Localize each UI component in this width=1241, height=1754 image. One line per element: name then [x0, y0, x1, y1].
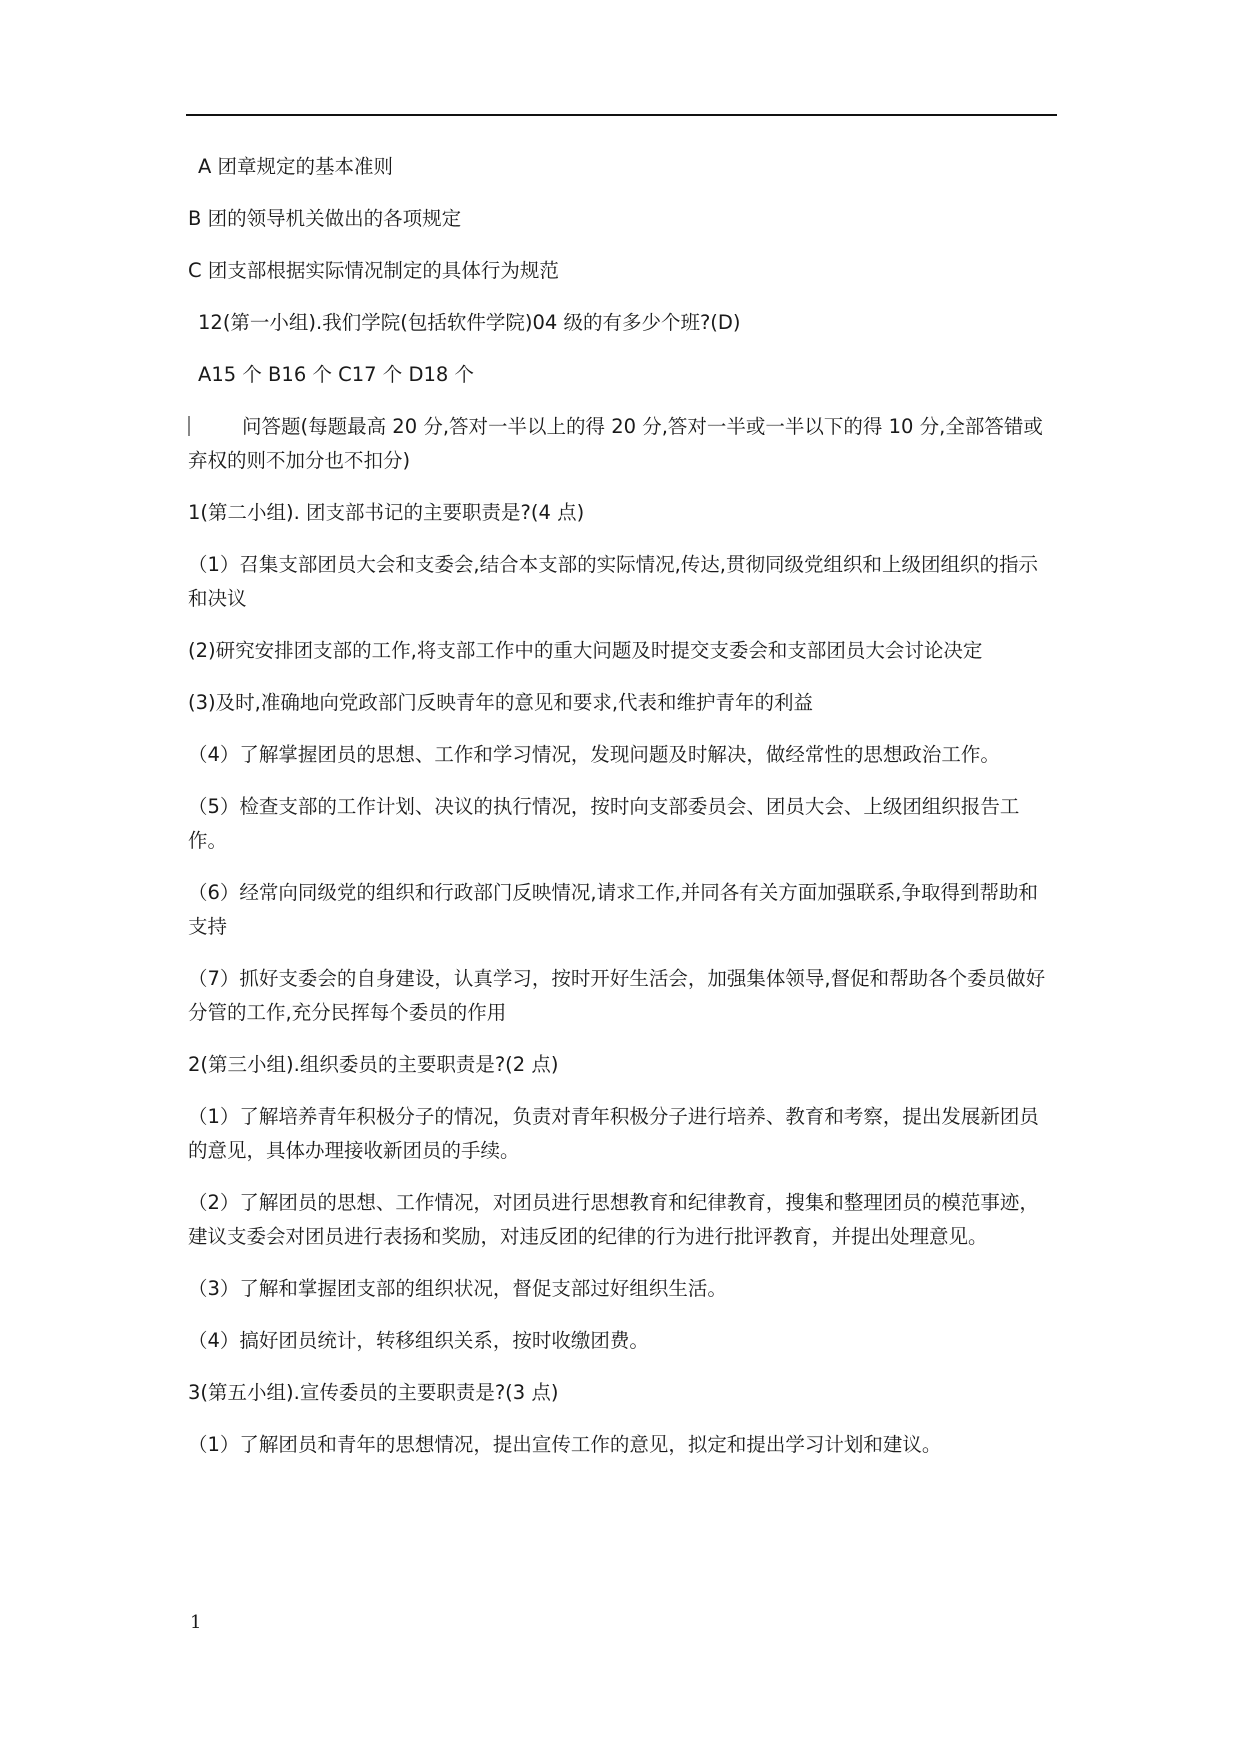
answer-item: (2)研究安排团支部的工作,将支部工作中的重大问题及时提交支委会和支部团员大会讨论决定 [188, 639, 983, 662]
answer-item: （1）召集支部团员大会和支委会,结合本支部的实际情况,传达,贯彻同级党组织和上级团组织的指示和决议 [188, 553, 1039, 610]
answer-item: （6）经常向同级党的组织和行政部门反映情况,请求工作,并同各有关方面加强联系,争取得到帮助和支持 [188, 881, 1039, 938]
question-12-options: A15 个 B16 个 C17 个 D18 个 [198, 363, 474, 386]
question-3: 3(第五小组).宣传委员的主要职责是?(3 点) [188, 1381, 559, 1404]
answer-item: （2）了解团员的思想、工作情况，对团员进行思想教育和纪律教育，搜集和整理团员的模范事迹，建议支委会对团员进行表扬和奖励，对违反团的纪律的行为进行批评教育，并提出处理意见。 [188, 1191, 1039, 1248]
answer-item: （7）抓好支委会的自身建设，认真学习，按时开好生活会，加强集体领导,督促和帮助各个委员做好分管的工作,充分民挥每个委员的作用 [188, 967, 1046, 1024]
option-b: B 团的领导机关做出的各项规定 [188, 207, 462, 230]
answer-item: （4）了解掌握团员的思想、工作和学习情况，发现问题及时解决，做经常性的思想政治工作。 [188, 743, 1000, 766]
answer-item: （1）了解团员和青年的思想情况，提出宣传工作的意见，拟定和提出学习计划和建议。 [188, 1433, 942, 1456]
section-marker-icon [188, 416, 190, 436]
question-12: 12(第一小组).我们学院(包括软件学院)04 级的有多少个班?(D) [198, 311, 741, 334]
question-2: 2(第三小组).组织委员的主要职责是?(2 点) [188, 1053, 559, 1076]
answer-item: （4）搞好团员统计，转移组织关系，按时收缴团费。 [188, 1329, 649, 1352]
page-number: 1 [190, 1612, 202, 1633]
option-a: A 团章规定的基本准则 [198, 155, 394, 178]
header-rule [186, 114, 1057, 116]
document-body [188, 150, 1056, 1480]
answer-item: （5）检查支部的工作计划、决议的执行情况，按时向支部委员会、团员大会、上级团组织报告工作。 [188, 795, 1020, 852]
option-c: C 团支部根据实际情况制定的具体行为规范 [188, 259, 559, 282]
answer-item: (3)及时,准确地向党政部门反映青年的意见和要求,代表和维护青年的利益 [188, 691, 814, 714]
section-heading-text: 问答题(每题最高 20 分,答对一半以上的得 20 分,答对一半或一半以下的得 10 分,全部答错或弃权的则不加分也不扣分) [188, 415, 1043, 472]
answer-item: （3）了解和掌握团支部的组织状况，督促支部过好组织生活。 [188, 1277, 727, 1300]
answer-item: （1）了解培养青年积极分子的情况，负责对青年积极分子进行培养、教育和考察，提出发展新团员的意见，具体办理接收新团员的手续。 [188, 1105, 1039, 1162]
question-1: 1(第二小组). 团支部书记的主要职责是?(4 点) [188, 501, 585, 524]
section-heading [188, 410, 1056, 478]
